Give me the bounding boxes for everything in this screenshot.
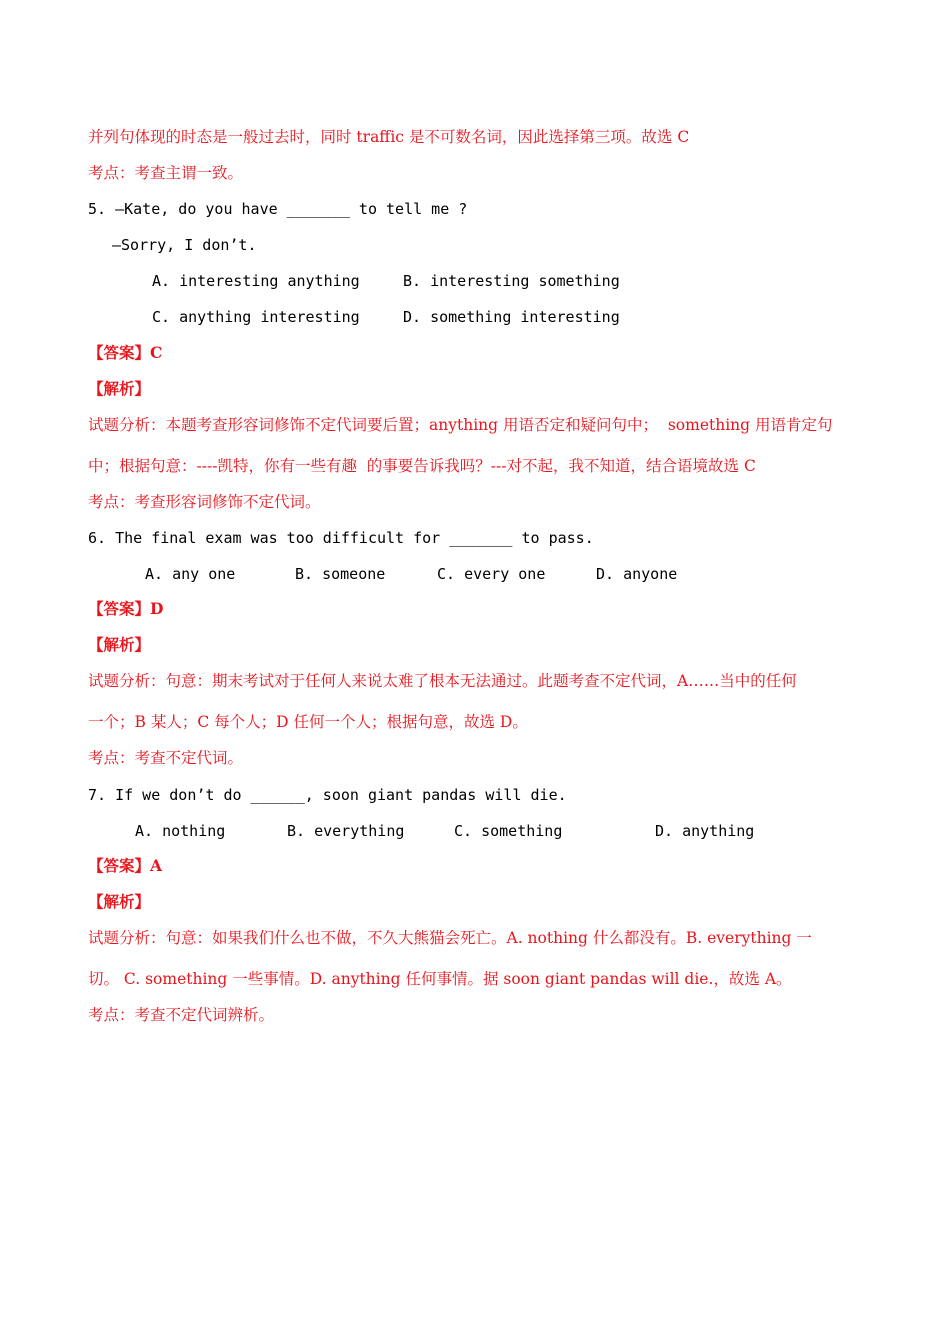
q7-answer: 【答案】A xyxy=(88,856,163,875)
q5-option-c: C. anything interesting xyxy=(152,308,360,326)
q5-option-a: A. interesting anything xyxy=(152,272,360,290)
q5-analysis-line-2: 中；根据句意：----凯特，你有一些有趣 的事要告诉我吗？---对不起，我不知道，结合语境故选 C xyxy=(88,457,756,475)
q5-analysis-line-1: 试题分析：本题考查形容词修饰不定代词要后置；anything 用语否定和疑问句中； something 用语肯定句 xyxy=(88,416,833,434)
q7-analysis-line-1: 试题分析：句意：如果我们什么也不做，不久大熊猫会死亡。A. nothing 什么都没有。B. everything 一 xyxy=(88,929,812,947)
q5-reply: —Sorry, I don’t. xyxy=(112,236,257,254)
q5-option-d: D. something interesting xyxy=(403,308,620,326)
q5-stem: 5. —Kate, do you have _______ to tell me ? xyxy=(88,200,468,218)
q7-option-d: D. anything xyxy=(655,822,755,840)
q6-analysis-line-1: 试题分析：句意：期末考试对于任何人来说太难了根本无法通过。此题考查不定代词，A……当中的任何 xyxy=(88,672,797,690)
q7-point: 考点：考查不定代词辨析。 xyxy=(88,1006,275,1024)
q6-point: 考点：考查不定代词。 xyxy=(88,749,244,767)
q5-answer: 【答案】C xyxy=(88,343,163,362)
q6-option-a: A. any one xyxy=(145,565,236,583)
q7-analysis-line-2: 切。 C. something 一些事情。D. anything 任何事情。据 soon giant pandas will die.，故选 A。 xyxy=(88,970,792,988)
q6-analysis-line-2: 一个；B 某人；C 每个人；D 任何一个人；根据句意，故选 D。 xyxy=(88,713,528,731)
q5-analysis-label: 【解析】 xyxy=(88,379,151,398)
q7-analysis-label: 【解析】 xyxy=(88,892,151,911)
q4-analysis-text: 并列句体现的时态是一般过去时，同时 traffic 是不可数名词，因此选择第三项。故选 C xyxy=(88,128,690,146)
q6-analysis-label: 【解析】 xyxy=(88,635,151,654)
q6-option-b: B. someone xyxy=(295,565,386,583)
q5-point: 考点：考查形容词修饰不定代词。 xyxy=(88,493,321,511)
q6-answer: 【答案】D xyxy=(88,599,164,618)
q6-option-c: C. every one xyxy=(437,565,546,583)
q7-stem: 7. If we don’t do ______, soon giant pandas will die. xyxy=(88,786,567,804)
q6-option-d: D. anyone xyxy=(596,565,678,583)
q6-stem: 6. The final exam was too difficult for _______ to pass. xyxy=(88,529,594,547)
q5-option-b: B. interesting something xyxy=(403,272,620,290)
q7-option-a: A. nothing xyxy=(135,822,226,840)
q7-option-c: C. something xyxy=(454,822,563,840)
q7-option-b: B. everything xyxy=(287,822,405,840)
q4-point-text: 考点：考查主谓一致。 xyxy=(88,164,244,182)
